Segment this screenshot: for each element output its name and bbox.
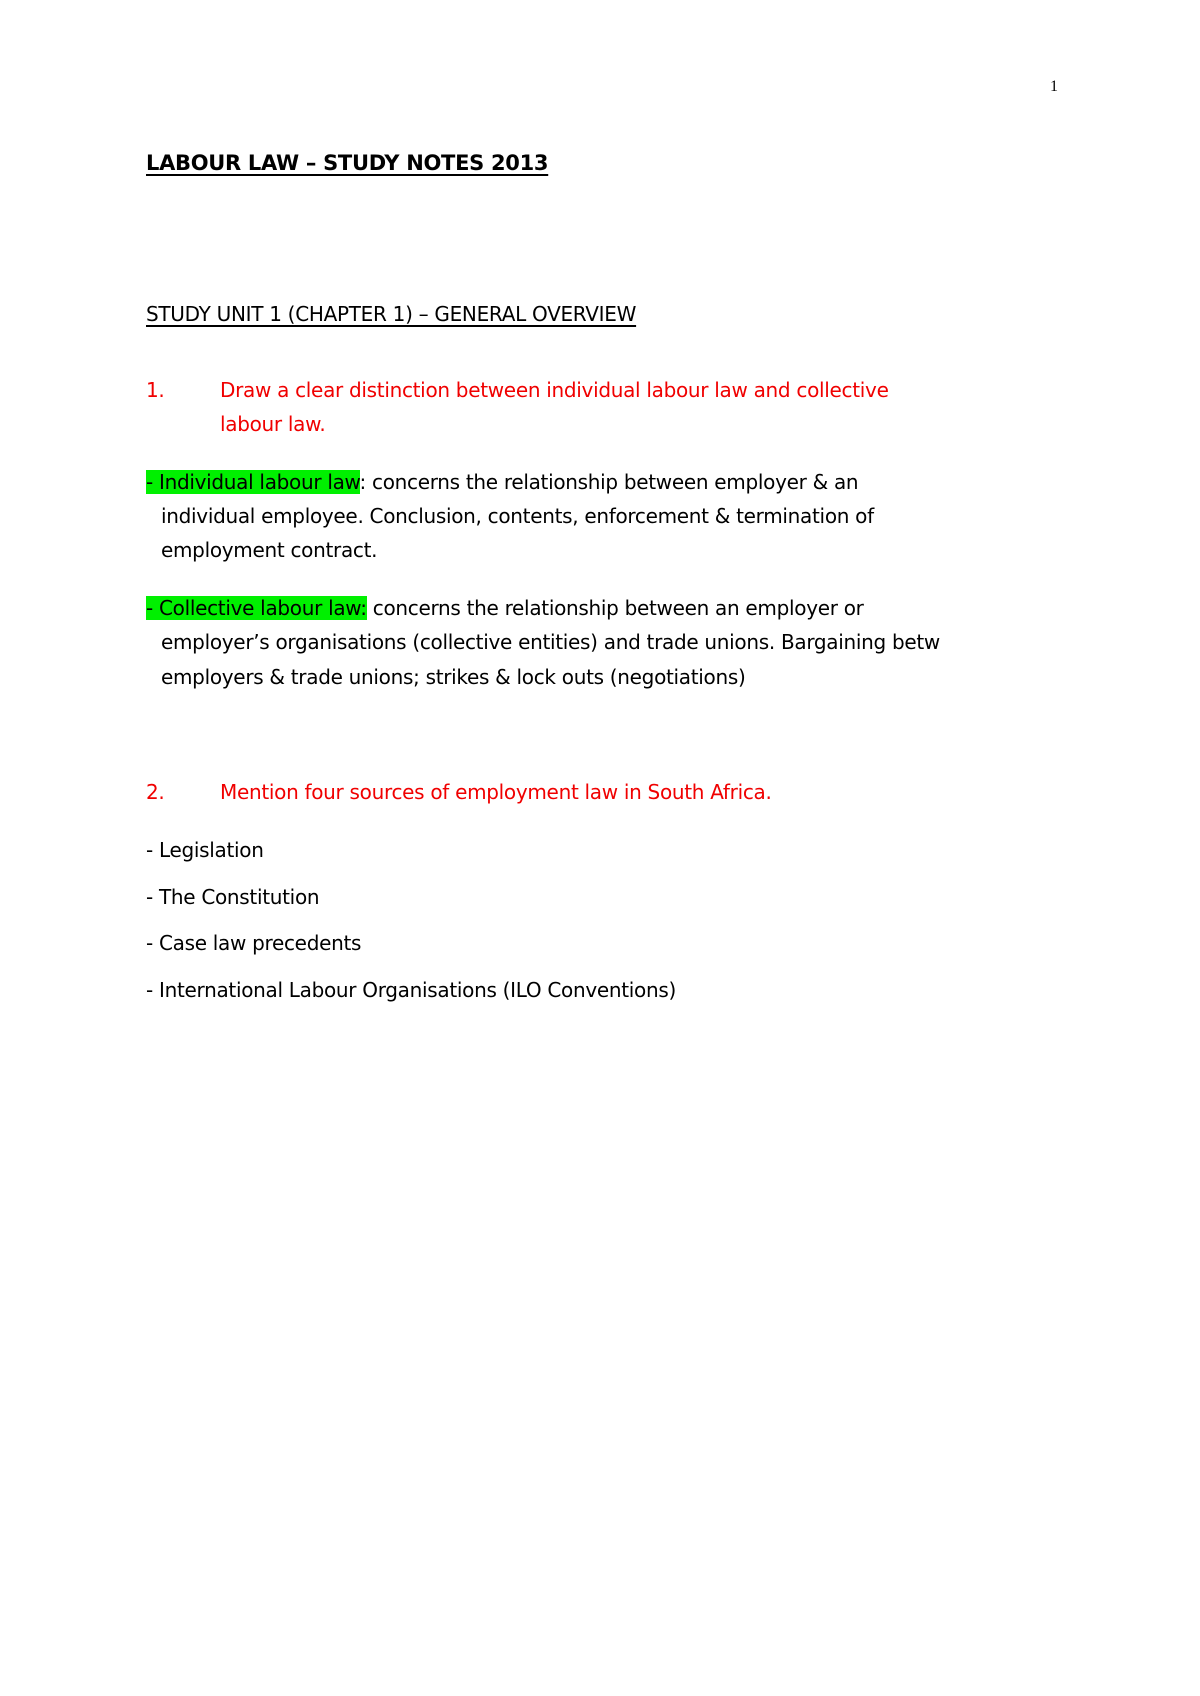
source-list-item: - The Constitution xyxy=(146,885,320,909)
answer-text: concerns the relationship between employer & an xyxy=(365,470,859,494)
answer-text: concerns the relationship between an employer or xyxy=(366,596,864,620)
source-list-item: - Case law precedents xyxy=(146,931,362,955)
answer-individual-line-2: individual employee. Conclusion, contents, enforcement & termination of xyxy=(161,504,874,528)
question-1-text-line-2: labour law. xyxy=(220,412,326,436)
answer-individual-line-1 xyxy=(146,465,858,499)
document-title: LABOUR LAW – STUDY NOTES 2013 xyxy=(146,151,549,175)
page-number: 1 xyxy=(1050,78,1058,95)
answer-individual-line-3: employment contract. xyxy=(161,538,378,562)
source-list-item: - International Labour Organisations (ILO Conventions) xyxy=(146,978,676,1002)
term-highlight-collective: - Collective labour law: xyxy=(146,596,367,620)
question-2-text: Mention four sources of employment law in South Africa. xyxy=(220,780,772,804)
answer-collective-line-3: employers & trade unions; strikes & lock outs (negotiations) xyxy=(161,665,746,689)
question-1-number: 1. xyxy=(146,378,165,402)
answer-collective-line-2: employer’s organisations (collective entities) and trade unions. Bargaining betw xyxy=(161,630,940,654)
source-list-item: - Legislation xyxy=(146,838,264,862)
question-2-number: 2. xyxy=(146,780,165,804)
term-separator: : xyxy=(359,470,366,494)
answer-collective-line-1 xyxy=(146,591,864,625)
question-1-text-line-1: Draw a clear distinction between individual labour law and collective xyxy=(220,378,889,402)
term-highlight-individual: - Individual labour law xyxy=(146,470,360,494)
unit-heading: STUDY UNIT 1 (CHAPTER 1) – GENERAL OVERVIEW xyxy=(146,302,637,326)
